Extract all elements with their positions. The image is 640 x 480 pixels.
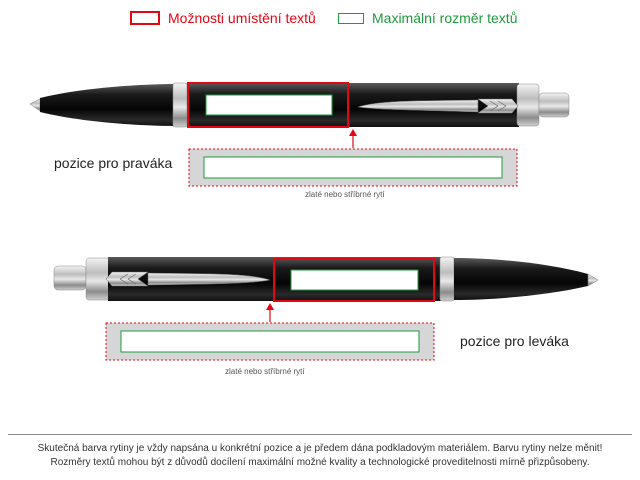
pen-end-cap [517, 84, 539, 126]
footnote [0, 442, 640, 470]
max-size-label: Maximální rozměr textů [372, 10, 518, 26]
engraving-max-size-left [121, 331, 419, 352]
pointer-arrow-left [266, 303, 274, 310]
footnote-line-2: Rozměry textů mohou být z důvodů docílení maximální možné kvality a technologické proveditelnosti mírně přizpůsobeny. [50, 457, 590, 468]
pen-clicker [539, 93, 569, 117]
max-size-area-left [291, 270, 418, 290]
pen-center-ring [173, 83, 187, 127]
pen-clicker [54, 266, 86, 290]
right-engraving-note: zlaté nebo stříbrné rytí [305, 190, 385, 199]
footer-divider [8, 434, 632, 435]
max-size-area-right [206, 95, 332, 115]
engraving-max-size-right [204, 157, 502, 178]
right-handed-label: pozice pro praváka [54, 155, 173, 171]
left-engraving-note: zlaté nebo stříbrné rytí [225, 367, 305, 376]
pointer-arrow-right [349, 129, 357, 136]
placement-label: Možnosti umístění textů [168, 10, 316, 26]
footnote-line-1: Skutečná barva rytiny je vždy napsána u konkrétní pozice a je předem dána podkladovým materiálem. Barvu rytiny nelze měnit! [37, 443, 603, 454]
pen-tip [588, 274, 598, 286]
pen-tip [30, 99, 40, 111]
left-handed-label: pozice pro leváka [460, 333, 569, 349]
pen-grip [454, 258, 588, 300]
pen-center-ring [440, 257, 454, 301]
pen-grip [40, 84, 175, 126]
